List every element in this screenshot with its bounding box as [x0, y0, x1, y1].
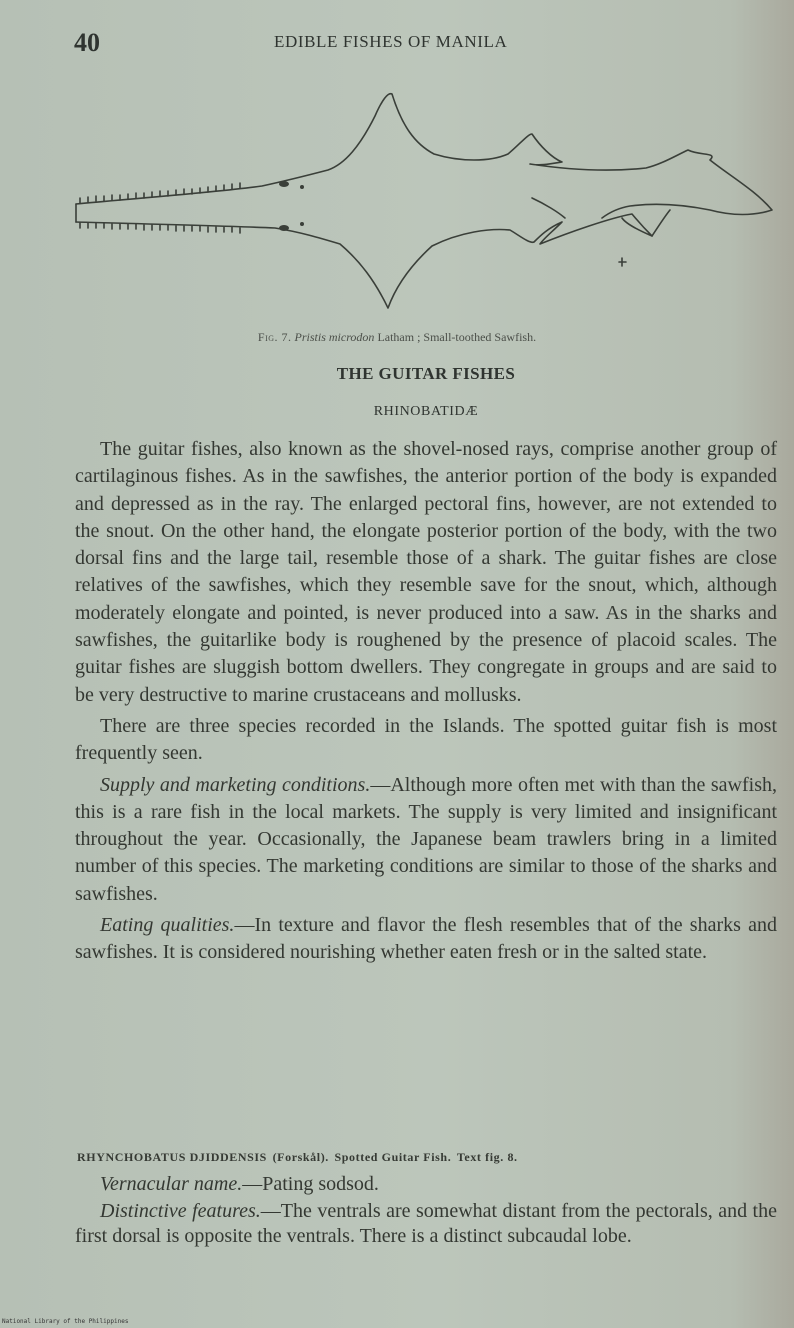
page-number: 40: [74, 28, 100, 57]
species-body-text: [75, 1172, 777, 1251]
paragraph-features: [75, 1199, 777, 1249]
vernacular-text: —Pating sodsod.: [242, 1173, 379, 1195]
supply-heading: Supply and marketing conditions.: [100, 773, 371, 796]
paragraph-eating: [75, 912, 777, 967]
supply-text: —Although more often met with than the sawfish, this is a rare fish in the local markets. The supply is very limited and insignificant throughout the year. Occasionally, the Japanese beam trawlers bring in a limited number of this species. The marketing conditions are similar to those of the sharks and sawfishes.: [75, 773, 778, 905]
figure-caption: [0, 330, 794, 345]
paragraph-vernacular: [75, 1172, 777, 1197]
eating-heading: Eating qualities.: [100, 914, 235, 937]
family-name: RHINOBATIDÆ: [373, 404, 479, 419]
library-credit: National Library of the Philippines: [2, 1318, 129, 1325]
species-name: RHYNCHOBATUS DJIDDENSIS: [77, 1150, 267, 1164]
eating-text: —In texture and flavor the flesh resembles that of the sharks and sawfishes. It is considered nourishing whether eaten fresh or in the salted state.: [75, 914, 777, 964]
figure-sawfish: [70, 86, 780, 316]
figure-species: Pristis microdon: [294, 330, 375, 344]
running-header: [74, 28, 774, 62]
figure-caption-rest: Latham ; Small-toothed Sawfish.: [377, 330, 537, 344]
features-heading: Distinctive features.: [100, 1200, 261, 1222]
species-figure-ref: Text fig. 8.: [456, 1150, 518, 1164]
body-text: [75, 436, 777, 971]
species-author: (Forskål).: [272, 1150, 329, 1164]
vernacular-heading: Vernacular name.: [100, 1173, 243, 1195]
paragraph-intro: The guitar fishes, also known as the shovel-nosed rays, comprise another group of cartilaginous fishes. As in the sawfishes, the anterior portion of the body is expanded and depressed as in the ray. The enlarged pectoral fins, however, are not extended to the snout. On the other hand, the elongate posterior portion of the body, with the two dorsal fins and the large tail, resemble those of a shark. The guitar fishes are close relatives of the sawfishes, which they resemble save for the snout, which, although moderately elongate and pointed, is never produced into a saw. As in the sharks and sawfishes, the guitarlike body is roughened by the presence of placoid scales. The guitar fishes are sluggish bottom dwellers. They congregate in groups and are said to be very destructive to marine crustaceans and mollusks.: [75, 438, 777, 706]
features-text: —The ventrals are somewhat distant from the pectorals, and the first dorsal is opposite the ventrals. There is a distinct subcaudal lobe.: [75, 1200, 777, 1247]
species-common-name: Spotted Guitar Fish.: [334, 1150, 452, 1164]
paragraph-supply: [75, 772, 777, 908]
section-title: THE GUITAR FISHES: [336, 364, 516, 383]
figure-label: Fig. 7.: [257, 330, 292, 344]
running-title: EDIBLE FISHES OF MANILA: [274, 32, 508, 51]
species-entry: [77, 1150, 777, 1165]
paragraph-species-count: There are three species recorded in the Islands. The spotted guitar fish is most frequently seen.: [75, 714, 777, 765]
sawfish-illustration-icon: [70, 86, 780, 316]
